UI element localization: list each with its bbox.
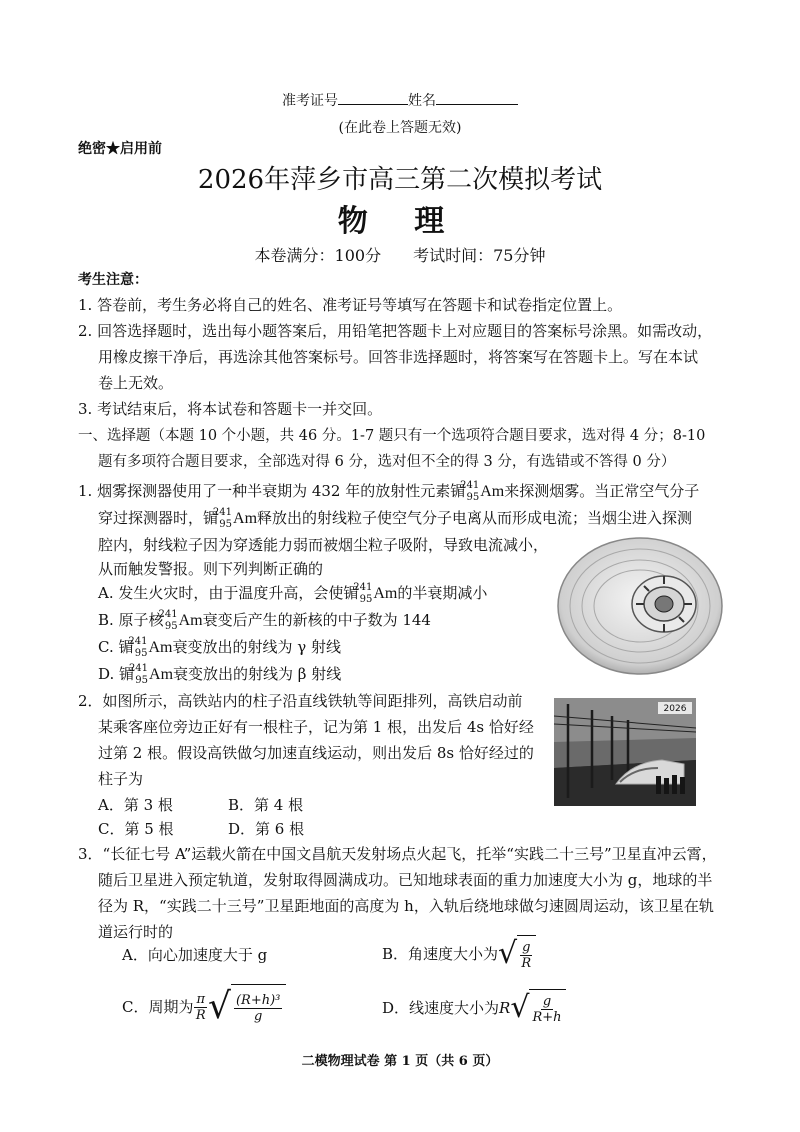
q1-option-b: B. 原子核 241 95 Am衰变后产生的新核的中子数为 144 — [98, 609, 431, 632]
q3-line: 随后卫星进入预定轨道，发射取得圆满成功。已知地球表面的重力加速度大小为 g，地球的半 — [98, 871, 713, 889]
q3-line: 3．“长征七号 A”运载火箭在中国文昌航天发射场点火起飞，托举“实践二十三号”卫星直冲云霄， — [78, 845, 717, 863]
note-item: 用橡皮擦干净后，再选涂其他答案标号。回答非选择题时，将答案写在答题卡上。写在本试 — [98, 348, 699, 366]
section-heading: 一、选择题（本题 10 个小题，共 46 分。1-7 题只有一个选项符合题目要求，选对得 4 分；8-10 — [78, 428, 706, 444]
q3-option-d: D．线速度大小为 R √ $\frac{g}{R+h}$ — [382, 980, 566, 1036]
q2-line: 过第 2 根。假设高铁做匀加速直线运动，则出发后 8s 恰好经过的 — [98, 744, 534, 762]
am-symbol: Am — [480, 483, 505, 500]
q1-option-d: D. 镅 241 95 Am衰变放出的射线为 β 射线 — [98, 663, 342, 686]
q1-line: 腔内，射线粒子因为穿透能力弱而被烟尘粒子吸附，导致电流减小， — [98, 536, 549, 554]
exam-meta: 本卷满分：100分 考试时间：75分钟 — [254, 246, 546, 265]
admit-number-blank — [338, 90, 408, 105]
subject-title: 物 理 — [337, 204, 463, 239]
q3-option-c: C．周期为 $\frac{\pi}{R}$ √ $\frac{\text{(R+h)³}}{g}$ — [122, 976, 286, 1038]
invalid-notice: (在此卷上答题无效) — [338, 120, 462, 136]
smoke-detector-image — [548, 530, 728, 680]
q1-text: 1. 烟雾探测器使用了一种半衰期为 432 年的放射性元素镅 — [78, 482, 466, 500]
q1-option-a: A. 发生火灾时，由于温度升高，会使镅 241 95 Am的半衰期减小 — [98, 582, 488, 605]
am-isotope: 241 95 — [212, 507, 233, 530]
q2-line: 2．如图所示，高铁站内的柱子沿直线铁轨等间距排列，高铁启动前 — [78, 692, 523, 710]
q2-option-d: D．第 6 根 — [228, 820, 305, 838]
q2-line: 柱子为 — [98, 770, 144, 788]
q3-line: 径为 R，“实践二十三号”卫星距地面的高度为 h，入轨后绕地球做匀速圆周运动，该卫星在轨 — [98, 897, 714, 915]
exam-title: 2026年萍乡市高三第二次模拟考试 — [197, 165, 603, 195]
candidate-info-line — [0, 88, 800, 114]
section-heading-cont: 题有多项符合题目要求，全部选对得 6 分，选对但不全的得 3 分，有选错或不答得 0 分） — [98, 454, 676, 470]
secret-mark: 绝密★启用前 — [78, 141, 162, 157]
admit-number-label: 准考证号 — [282, 93, 338, 109]
q3-option-b: B．角速度大小为 √ $\frac{g}{R}$ — [382, 926, 536, 982]
note-item: 1. 答卷前，考生务必将自己的姓名、准考证号等填写在答题卡和试卷指定位置上。 — [78, 296, 623, 314]
q2-option-a: A．第 3 根 — [98, 796, 173, 814]
q2-option-b: B．第 4 根 — [228, 796, 304, 814]
high-speed-train-image — [554, 698, 696, 806]
am-isotope: 241 95 — [460, 480, 480, 503]
name-label: 姓名 — [408, 93, 436, 109]
note-item: 3. 考试结束后，将本试卷和答题卡一并交回。 — [78, 400, 383, 418]
name-blank — [436, 90, 518, 105]
q3-option-a: A．向心加速度大于 g — [122, 946, 268, 964]
q1-option-c: C. 镅 241 95 Am衰变放出的射线为 γ 射线 — [98, 636, 341, 659]
q2-option-c: C．第 5 根 — [98, 820, 174, 838]
svg-text:2026: 2026 — [663, 704, 687, 714]
notes-heading: 考生注意： — [78, 272, 148, 288]
q1-line: 穿过探测器时，镅 241 95 Am释放出的射线粒子使空气分子电离从而形成电流；当烟尘进入探测 — [98, 507, 693, 530]
q1-line — [78, 478, 699, 505]
page-footer: 二模物理试卷 第 1 页（共 6 页） — [301, 1054, 499, 1069]
q1-line: 从而触发警报。则下列判断正确的 — [98, 560, 324, 578]
note-item: 卷上无效。 — [98, 374, 174, 392]
q2-line: 某乘客座位旁边正好有一根柱子，记为第 1 根，出发后 4s 恰好经 — [98, 718, 534, 736]
q3-line: 道运行时的 — [98, 923, 174, 941]
q1-text: 来探测烟雾。当正常空气分子 — [504, 482, 700, 500]
note-item: 2. 回答选择题时，选出每小题答案后，用铅笔把答题卡上对应题目的答案标号涂黑。如需改动， — [78, 322, 713, 340]
